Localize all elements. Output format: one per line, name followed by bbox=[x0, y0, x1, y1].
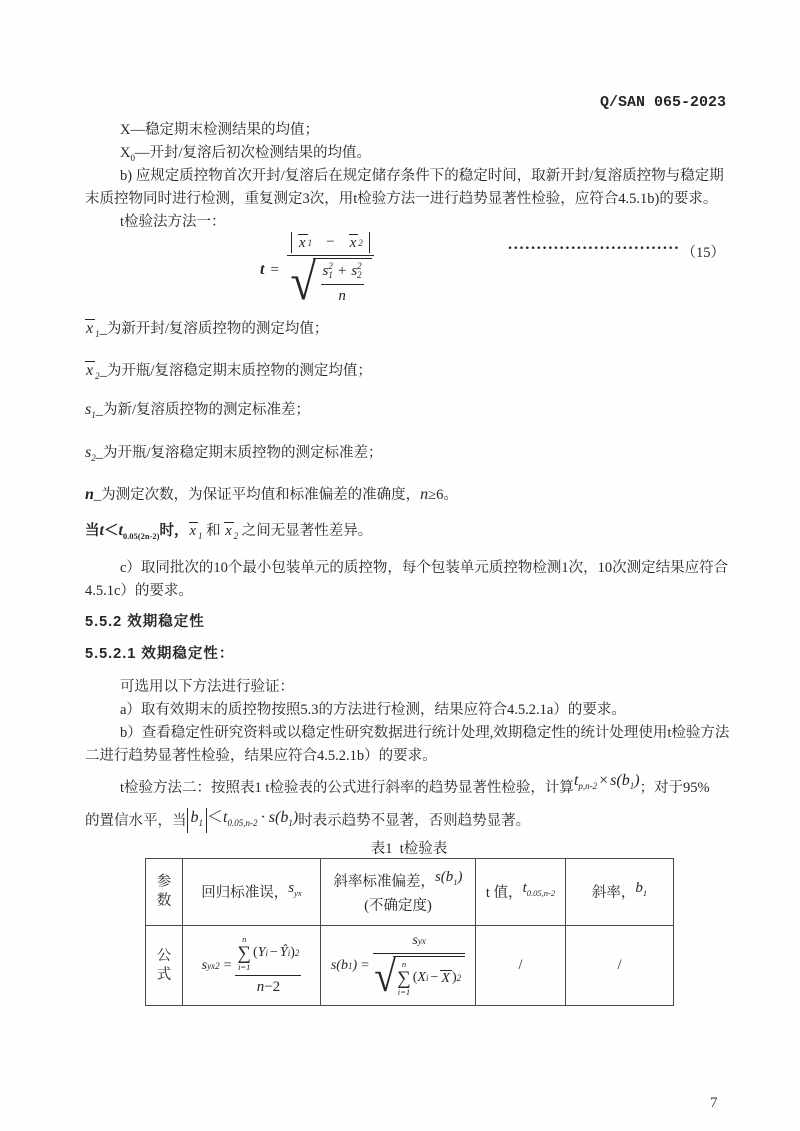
header-cell-parameter: 参 数 bbox=[146, 859, 183, 926]
summation: n ∑ i=1 bbox=[237, 934, 252, 972]
t-test-table bbox=[145, 858, 674, 1006]
formula-15 bbox=[260, 232, 725, 310]
radical-sign: √ bbox=[374, 952, 396, 1001]
header-cell-slope: 斜率，$b_1$ bbox=[566, 859, 674, 926]
paragraph-a: a）取有效期末的质控物按照5.3的方法进行检测，结果应符合4.5.2.1a）的要求。 bbox=[120, 702, 626, 718]
section-heading-5-5-2: 5.5.2 效期稳定性 bbox=[85, 614, 205, 630]
formula-numerator bbox=[287, 232, 374, 253]
absolute-value: $b_1$ bbox=[187, 808, 208, 833]
definition-x1: x $_1$_为新开封/复溶质控物的测定均值； bbox=[86, 320, 329, 340]
absolute-value: x 1 − x 2 bbox=[291, 232, 370, 253]
x1-bar: x bbox=[86, 320, 94, 337]
t-method2-line2: 的置信水平，当 $b_1 <t_{0.05,n-2} \cdot s(b_1)$时表示趋势不显著，否则趋势显著。 bbox=[85, 804, 725, 837]
table-formula-row bbox=[146, 926, 674, 1006]
summation: n ∑ i=1 bbox=[397, 959, 411, 997]
uncertainty-note: (不确定度) bbox=[364, 897, 432, 914]
dot-leader: ······························ bbox=[507, 240, 680, 257]
row-cell-sb1-formula bbox=[321, 926, 476, 1006]
x2-bar: x bbox=[349, 235, 357, 251]
t-method2-line1: t检验方法二：按照表1 t检验表的公式进行斜率的趋势显著性检验，计算$t_{p,n-2} \times s(b_1)$；对于95% bbox=[85, 771, 725, 804]
x1-bar: x bbox=[298, 235, 306, 251]
paragraph-b2-line1: b）查看稳定性研究资料或以稳定性研究数据进行统计处理,效期稳定性的统计处理使用t检验方法 bbox=[120, 725, 730, 741]
x2-bar: x bbox=[86, 362, 94, 379]
line-x0-definition: $X_0—$开封/复溶后初次检测结果的均值。 bbox=[120, 145, 372, 163]
table-title: 表1 t检验表 bbox=[370, 841, 448, 857]
paragraph-b-line1: b) 应规定质控物首次开封/复溶后在规定储存条件下的稳定时间，取新开封/复溶质控物与稳定期 bbox=[120, 168, 724, 184]
x0-subscript: 0 bbox=[130, 152, 135, 163]
paragraph-methods-intro: 可选用以下方法进行验证： bbox=[120, 679, 294, 695]
definition-n: n_为测定次数，为保证平均值和标准偏差的准确度，n≥6。 bbox=[85, 486, 458, 503]
x-bar: X bbox=[441, 971, 450, 986]
doc-number: Q/SAN 065-2023 bbox=[599, 94, 726, 111]
inline-math-t-times-sb1: $t_{p,n-2} \times s(b_1)$ bbox=[573, 772, 640, 792]
square-root bbox=[373, 952, 465, 1001]
row-cell-formula-label: 公 式 bbox=[146, 926, 183, 1006]
section-heading-5-5-2-1: 5.5.2.1 效期稳定性： bbox=[85, 646, 235, 662]
header-cell-slope-std-deviation: 斜率标准偏差，$s(b_1)$ (不确定度) bbox=[321, 859, 476, 926]
x1-bar: x bbox=[189, 523, 196, 539]
equation-number: （15） bbox=[681, 245, 725, 261]
header-cell-regression-std-error: 回归标准误，$s_{yx}$ bbox=[183, 859, 321, 926]
formula-sb1: s(b 1 ) = s yx √ n ∑ i=1 ( X i − X ) 2 bbox=[331, 933, 465, 998]
formula-t: t bbox=[260, 261, 265, 278]
header-cell-t-value: t 值，$t_{0.05,n-2}$ bbox=[476, 859, 566, 926]
line-x-definition: X—稳定期末检测结果的均值； bbox=[120, 122, 319, 138]
row-cell-slope-slash: / bbox=[566, 926, 674, 1006]
table-header-row bbox=[146, 859, 674, 926]
radical-sign: √ bbox=[290, 254, 317, 311]
paragraph-c-line1: c）取同批次的10个最小包装单元的质控物，每个包装单元质控物检测1次，10次测定结果应符合 bbox=[120, 560, 729, 576]
paragraph-b2-line2: 二进行趋势显著性检验，结果应符合4.5.2.1b）的要求。 bbox=[85, 748, 437, 764]
paragraph-c-line2: 4.5.1c）的要求。 bbox=[85, 583, 193, 599]
definition-s2: $s_2\_$为开瓶/复溶稳定期末质控物的测定标准差； bbox=[85, 444, 383, 464]
t-method1-label: t检验法方法一： bbox=[120, 214, 226, 230]
formula-syx-squared: s yx 2 = n ∑ i=1 ( Y i − Ŷ i ) 2 n−2 bbox=[201, 934, 300, 995]
formula-15-math: t = x 1 − x 2 √ s 2 1 + s 2 2 n bbox=[260, 232, 374, 308]
formula-main-fraction bbox=[287, 232, 374, 311]
page-number: 7 bbox=[710, 1095, 718, 1111]
definition-s1: $s_1\_$为新/复溶质控物的测定标准差； bbox=[85, 401, 311, 421]
t-test-conclusion: 当$t<t_{0.05(2n-2)}$时，x $_1$ 和 x $_2$ 之间无显著性差异。 bbox=[85, 522, 373, 541]
paragraph-b-line2: 末质控物同时进行检测，重复测定3次，用t检验方法一进行趋势显著性检验，应符合4.5.1b)的要求。 bbox=[85, 191, 718, 207]
radicand: n ∑ i=1 ( X i − X ) 2 bbox=[393, 956, 465, 996]
radicand: s 2 1 + s 2 2 n bbox=[313, 258, 372, 305]
inline-math-b1-criterion: $b_1 <t_{0.05,n-2} \cdot s(b_1)$ bbox=[187, 801, 299, 840]
row-cell-t-value-slash: / bbox=[476, 926, 566, 1006]
definition-x2: x $_2$_为开瓶/复溶稳定期末质控物的测定均值； bbox=[86, 362, 372, 382]
row-cell-syx-formula bbox=[183, 926, 321, 1006]
x2-bar: x bbox=[225, 523, 232, 539]
